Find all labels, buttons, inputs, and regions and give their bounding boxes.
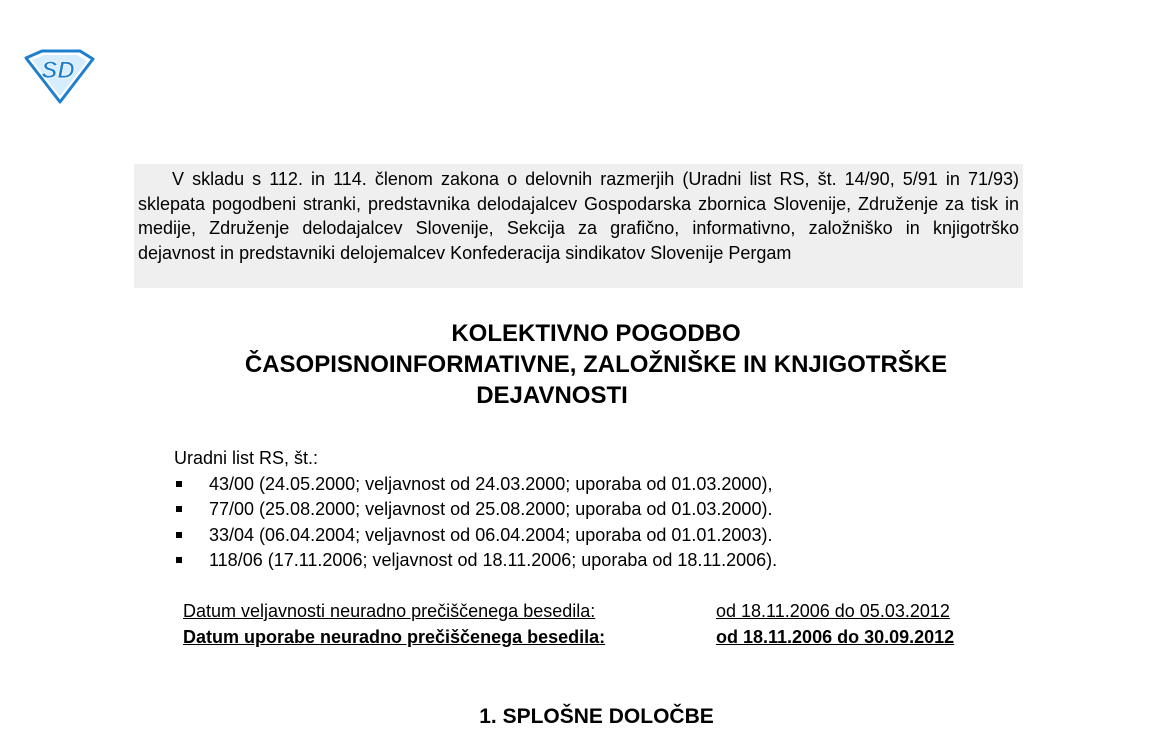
gazette-list [174,472,1074,574]
gazette-heading: Uradni list RS, št.: [174,448,319,468]
gazette-item: 33/04 (06.04.2004; veljavnost od 06.04.2004; uporaba od 01.01.2003). [174,523,1074,549]
section-heading: 1. SPLOŠNE DOLOČBE [479,705,714,728]
use-label: Datum uporabe neuradno prečiščenega besedila: [183,627,606,647]
title-line-2: ČASOPISNOINFORMATIVNE, ZALOŽNIŠKE IN KNJIGOTRŠKE [244,351,948,378]
gazette-item: 77/00 (25.08.2000; veljavnost od 25.08.2000; uporaba od 01.03.2000). [174,497,1074,523]
validity-dates [183,598,954,650]
validity-value: od 18.11.2006 do 05.03.2012 [716,601,950,621]
intro-paragraph: V skladu s 112. in 114. členom zakona o delovnih razmerjih (Uradni list RS, št. 14/90, 5/91 in 71/93) sklepata pogodbeni stranki, predstavnika delodajalcev Gospodarska zbornica Slovenije, Združenje za tisk in medije, Združenje delodajalcev Slovenije, Sekcija za grafično, informativno, založniško in knjigotrško dejavnost in predstavniki delojemalcev Konfederacija sindikatov Slovenije Pergam [134,164,1023,288]
sd-logo-icon [22,48,96,104]
gazette-item: 118/06 (17.11.2006; veljavnost od 18.11.2006; uporaba od 18.11.2006). [174,548,1074,574]
title-line-3: DEJAVNOSTI [476,382,628,409]
title-line-1: KOLEKTIVNO POGODBO [451,320,741,347]
use-value: od 18.11.2006 do 30.09.2012 [716,627,955,647]
document-title [134,318,1058,411]
gazette-references [174,446,1074,574]
gazette-item: 43/00 (24.05.2000; veljavnost od 24.03.2000; uporaba od 01.03.2000), [174,472,1074,498]
logo-letters: SD [41,57,75,84]
validity-label: Datum veljavnosti neuradno prečiščenega besedila: [183,601,596,621]
validity-row [183,598,954,624]
use-row [183,624,954,650]
